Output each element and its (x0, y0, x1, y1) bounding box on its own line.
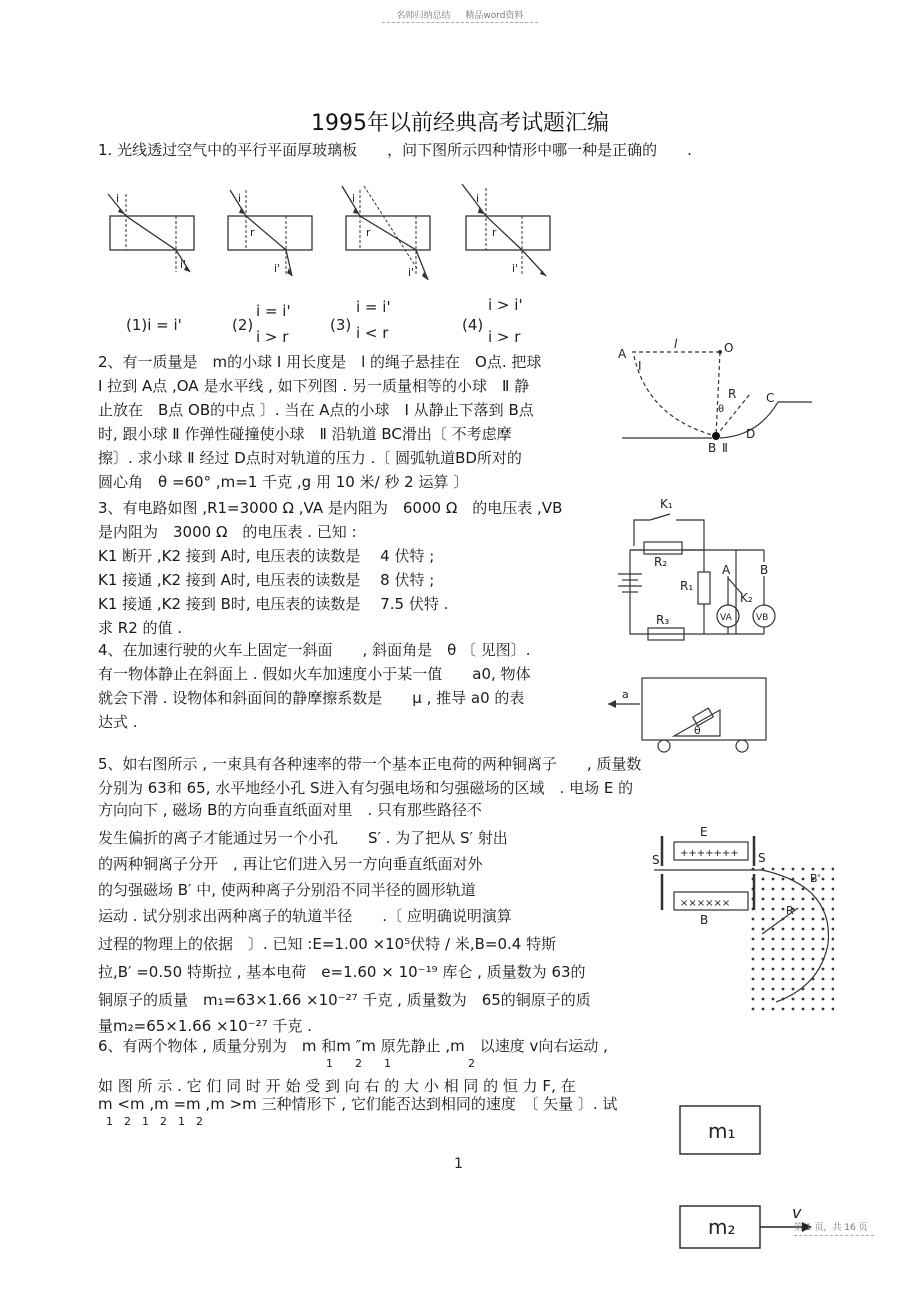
q2-line-2: Ⅰ 拉到 A点 ,OA 是水平线 , 如下列图 . 另一质量相等的小球 Ⅱ 静 (98, 377, 530, 395)
svg-text:r: r (366, 226, 371, 239)
svg-text:+++++++: +++++++ (680, 848, 739, 859)
svg-text:i': i' (408, 266, 415, 279)
caption-4-line1: i > i' (488, 296, 523, 314)
q5-line-8: 过程的物理上的依据 〕. 已知 :E=1.00 ×10⁵伏特 / 米,B=0.4 特斯 (98, 935, 557, 953)
q3-line-1: 3、有电路如图 ,R1=3000 Ω ,VA 是内阻为 6000 Ω 的电压表 ,VB (98, 499, 563, 517)
page-header (0, 8, 920, 21)
svg-text:R₁: R₁ (680, 579, 694, 593)
q2-line-1: 2、有一质量是 m的小球 Ⅰ 用长度是 l 的绳子悬挂在 O点. 把球 (98, 353, 542, 371)
svg-text:i': i' (274, 262, 281, 275)
caption-2-label: (2) (232, 316, 254, 334)
svg-text:I: I (638, 359, 642, 373)
svg-text:θ: θ (718, 404, 725, 415)
q6-subscripts-1: 1 2 1 2 (326, 1057, 475, 1070)
svg-text:VA: VA (720, 613, 732, 623)
svg-text:θ: θ (694, 724, 701, 737)
page-number: 1 (454, 1156, 463, 1172)
svg-text:i': i' (180, 258, 187, 271)
footer-divider (794, 1235, 874, 1236)
caption-2-line1: i = i' (256, 302, 291, 320)
svg-text:r: r (492, 226, 497, 239)
q6-line-2: 如 图 所 示 . 它 们 同 时 开 始 受 到 向 右 的 大 小 相 同 的 恒 力 F, 在 (98, 1077, 576, 1095)
glass-plate-2 (228, 216, 312, 250)
q4-line-1: 4、在加速行驶的火车上固定一斜面 , 斜面角是 θ 〔 见图〕. (98, 641, 531, 659)
svg-text:A: A (722, 563, 731, 577)
q4-line-4: 达式 . (98, 713, 138, 731)
q4-line-3: 就会下滑 . 设物体和斜面间的静摩擦系数是 μ , 推导 a0 的表 (98, 689, 525, 707)
svg-text:i: i (238, 192, 242, 205)
svg-text:C: C (766, 391, 775, 405)
svg-text:B: B (708, 441, 717, 455)
q5-line-10: 铜原子的质量 m₁=63×1.66 ×10⁻²⁷ 千克 , 质量数为 65的铜原子的质 (98, 991, 591, 1009)
q5-line-2: 分别为 63和 65, 水平地经小孔 S进入有匀强电场和匀强磁场的区域 . 电场 E 的 (98, 779, 634, 797)
svg-text:R₂: R₂ (654, 555, 668, 569)
svg-text:v: v (792, 1203, 802, 1222)
svg-text:B: B (760, 563, 769, 577)
q5-line-7: 运动 . 试分别求出两种离子的轨道半径 .〔 应明确说明演算 (98, 907, 512, 925)
caption-2-line2: i > r (256, 328, 289, 346)
svg-text:S: S (758, 851, 766, 865)
svg-text:E: E (700, 826, 708, 839)
q3-line-3: K1 断开 ,K2 接到 A时, 电压表的读数是 4 伏特 ; (98, 547, 435, 565)
q3-line-2: 是内阻为 3000 Ω 的电压表 . 已知 : (98, 523, 357, 541)
q5-mass-spectrometer-figure (650, 826, 848, 1018)
svg-text:K₂: K₂ (740, 591, 753, 605)
caption-1: (1)i = i' (126, 316, 182, 334)
q2-line-5: 擦〕. 求小球 Ⅱ 经过 D点时对轨道的压力 .〔 圆弧轨道BD所对的 (98, 449, 522, 467)
q3-line-4: K1 接通 ,K2 接到 A时, 电压表的读数是 8 伏特 ; (98, 571, 435, 589)
svg-text:a: a (622, 688, 629, 701)
q5-line-5: 的两种铜离子分开 , 再让它们进入另一方向垂直纸面对外 (98, 855, 483, 873)
q3-line-5: K1 接通 ,K2 接到 B时, 电压表的读数是 7.5 伏特 . (98, 595, 449, 613)
q6-line-3: m <m ,m =m ,m >m 三种情形下 , 它们能否达到相同的速度 〔 矢量 〕. 试 (98, 1095, 618, 1113)
page-title: 1995年以前经典高考试题汇编 (311, 111, 609, 136)
header-divider (382, 22, 538, 23)
q5-line-3: 方向向下 , 磁场 B的方向垂直纸面对里 . 只有那些路径不 (98, 801, 482, 819)
svg-text:Ⅱ: Ⅱ (722, 441, 728, 455)
svg-text:R: R (786, 904, 794, 917)
q3-line-6: 求 R2 的值 . (98, 619, 183, 637)
svg-text:B': B' (810, 872, 821, 885)
svg-text:i: i (352, 192, 356, 205)
header-right: 精品word资料 (465, 11, 524, 21)
q2-line-3: 止放在 B点 OB的中点 〕. 当在 A点的小球 Ⅰ 从静止下落到 B点 (98, 401, 534, 419)
svg-text:VB: VB (756, 613, 769, 623)
page-footer: 第 1 页，共 16 页 (794, 1223, 868, 1233)
q5-line-9: 拉,B′ =0.50 特斯拉 , 基本电荷 e=1.60 × 10⁻¹⁹ 库仑 , 质量数为 63的 (98, 963, 586, 981)
caption-3-line2: i < r (356, 324, 389, 342)
q4-line-2: 有一物体静止在斜面上 . 假如火车加速度小于某一值 a0, 物体 (98, 665, 531, 683)
q3-circuit-figure (604, 490, 800, 660)
svg-text:××××××: ×××××× (680, 898, 731, 909)
q2-line-4: 时, 跟小球 Ⅱ 作弹性碰撞使小球 Ⅱ 沿轨道 BC滑出〔 不考虑摩 (98, 425, 512, 443)
svg-text:S: S (652, 853, 660, 867)
q6-blocks-figure (676, 1098, 876, 1268)
q5-line-4: 发生偏折的离子才能通过另一个小孔 S′ . 为了把从 S′ 射出 (98, 829, 508, 847)
q2-pendulum-figure (608, 338, 818, 463)
svg-text:B: B (700, 913, 709, 927)
q6-subscripts-3: 1 2 1 2 1 2 (106, 1115, 203, 1128)
caption-3-line1: i = i' (356, 298, 391, 316)
caption-4-label: (4) (462, 316, 484, 334)
svg-text:r: r (250, 226, 255, 239)
svg-text:R: R (728, 387, 737, 401)
q6-line-1: 6、有两个物体 , 质量分别为 m 和m ″m 原先静止 ,m 以速度 v向右运动 , (98, 1037, 608, 1055)
svg-text:D: D (746, 427, 756, 441)
caption-3-label: (3) (330, 316, 352, 334)
svg-text:A: A (618, 347, 627, 361)
q5-line-1: 5、如右图所示 , 一束具有各种速率的带一个基本正电荷的两种铜离子 , 质量数 (98, 755, 642, 773)
caption-4-line2: i > r (488, 328, 521, 346)
svg-text:m₂: m₂ (708, 1215, 736, 1239)
svg-text:l: l (674, 338, 678, 351)
q4-train-figure (600, 670, 780, 756)
q1-text: 1. 光线透过空气中的平行平面厚玻璃板 ，问下图所示四种情形中哪一种是正确的 . (98, 141, 692, 159)
header-left: 名师归纳总结 (396, 11, 451, 21)
svg-text:K₁: K₁ (660, 497, 673, 511)
q1-refraction-figure (96, 180, 566, 355)
svg-text:O: O (724, 341, 734, 355)
glass-plate-4 (466, 216, 550, 250)
q2-line-6: 圆心角 θ =60° ,m=1 千克 ,g 用 10 米/ 秒 2 运算 〕 (98, 473, 469, 491)
svg-text:i': i' (512, 262, 519, 275)
svg-text:i: i (116, 192, 120, 205)
svg-text:R₃: R₃ (656, 613, 670, 627)
q5-line-11: 量m₂=65×1.66 ×10⁻²⁷ 千克 . (98, 1017, 312, 1035)
svg-text:i: i (476, 192, 480, 205)
svg-text:m₁: m₁ (708, 1119, 736, 1143)
q5-line-6: 的匀强磁场 B′ 中, 使两种离子分别沿不同半径的圆形轨道 (98, 881, 476, 899)
